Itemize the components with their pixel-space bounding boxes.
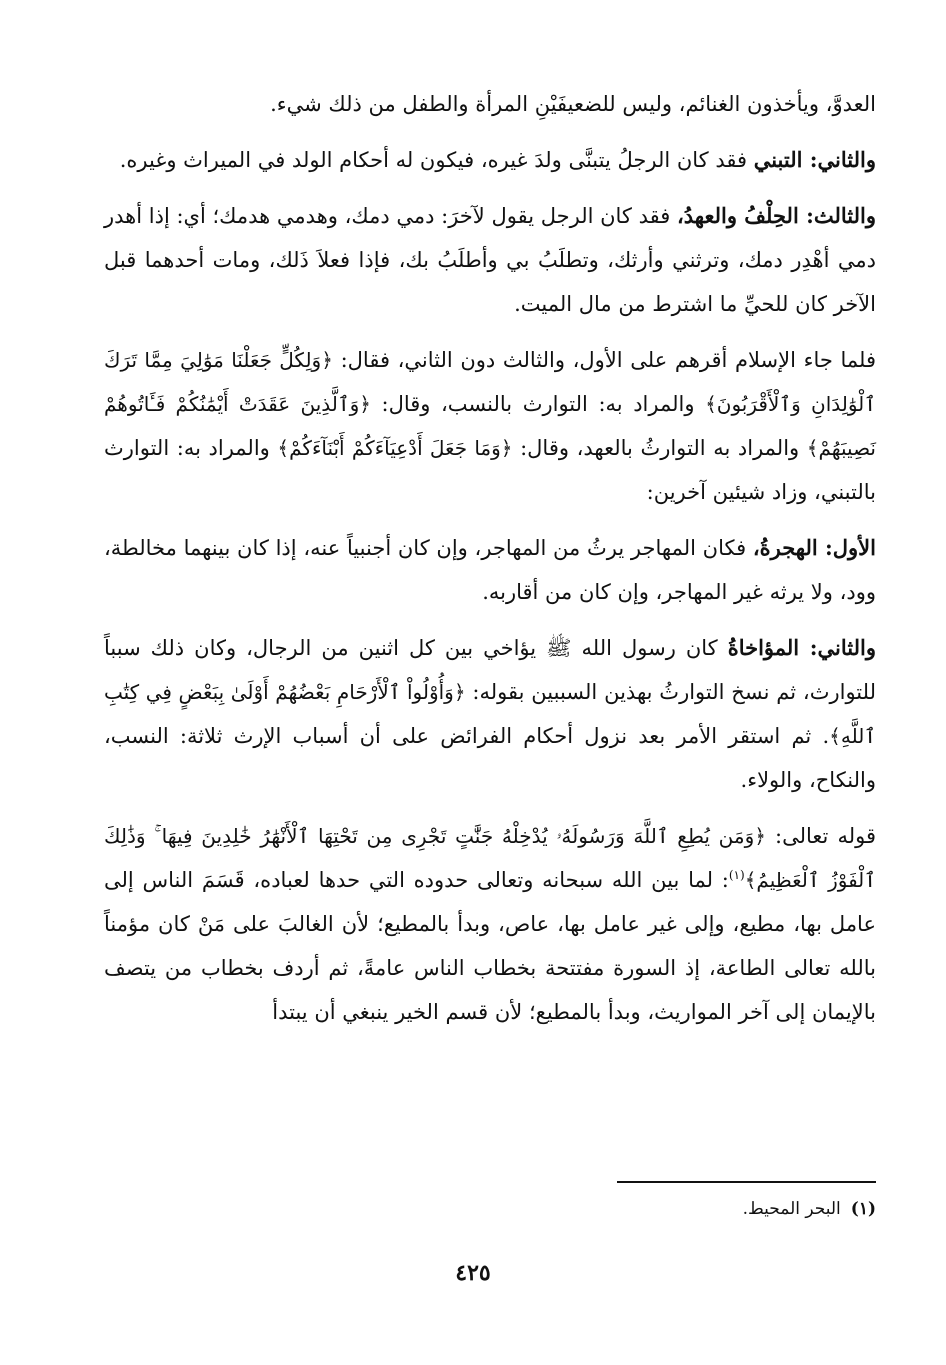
- body-text: : لما بين الله سبحانه وتعالى حدوده التي حدها لعباده، قَسَمَ الناس إلى عامل بها، مطيع، وإلى غير عامل بها، عاص، وبدأ بالمطيع؛ لأن الغالبَ على مَنْ كان مؤمناً بالله تعالى الطاعة، إذ السورة مفتتحة بخطاب الناس عامةً، ثم أردف بخطاب من يتصف بالإيمان إلى آخر المواريث، وبدأ بالمطيع؛ لأن قسم الخير ينبغي أن يبتدأ: [104, 868, 876, 1024]
- body-text: . ثم استقر الأمر بعد نزول أحكام الفرائض على أن أسباب الإرث ثلاثة: النسب، والنكاح، والولاء.: [104, 724, 876, 792]
- quran-verse: ﴿وَأُوْلُواْ ٱلْأَرْحَامِ بَعْضُهُمْ أَوْلَىٰ بِبَعْضٍ فِي كِتَٰبِ ٱللَّهِ﴾: [104, 680, 876, 748]
- paragraph: [104, 814, 876, 1034]
- body-text: والمراد به: التوارث بالنسب، وقال:: [370, 392, 706, 416]
- footnote-mark: (١): [850, 1199, 876, 1219]
- quran-verse: ﴿وَٱلَّذِينَ عَقَدَتْ أَيْمَٰنُكُمْ فَـَٔاتُوهُمْ نَصِيبَهُمْ﴾: [104, 392, 876, 460]
- paragraph-heading: الأول: الهجرةُ،: [752, 535, 876, 560]
- footnote: [743, 1196, 876, 1222]
- paragraph: [104, 526, 876, 614]
- footnote-divider: [617, 1181, 876, 1183]
- body-text: فكان المهاجر يرثُ من المهاجر، وإن كان أجنبياً عنه، إذا كان بينهما مخالطة، وود، ولا يرثه غير المهاجر، وإن كان من أقاربه.: [104, 536, 876, 604]
- body-text: كان رسول الله ﷺ يؤاخي بين كل اثنين من الرجال، وكان ذلك سبباً للتوارث، ثم نسخ التوارثُ بهذين السببين بقوله:: [104, 636, 876, 704]
- paragraph-heading: والثاني: المؤاخاةُ: [727, 635, 876, 660]
- footnote-text: البحر المحيط.: [742, 1199, 841, 1219]
- body-text: قوله تعالى:: [765, 824, 876, 848]
- body-text: فلما جاء الإسلام أقرهم على الأول، والثالث دون الثاني، فقال:: [332, 348, 876, 372]
- quran-verse: ﴿وَمَا جَعَلَ أَدْعِيَآءَكُمْ أَبْنَآءَكُمْ﴾: [277, 436, 513, 460]
- paragraph-heading: والثاني: التبني: [753, 147, 876, 172]
- body-text: العدوَّ، ويأخذون الغنائم، وليس للضعيفَيْنِ المرأة والطفل من ذلك شيء.: [270, 92, 876, 116]
- quran-verse: ﴿وَمَن يُطِعِ ٱللَّهَ وَرَسُولَهُۥ يُدْخِلْهُ جَنَّٰتٍ تَجْرِى مِن تَحْتِهَا ٱلْأَنْهَٰرُ خَٰلِدِينَ فِيهَا ۚ وَذَٰلِكَ ٱلْفَوْزُ ٱلْعَظِيمُ﴾: [104, 824, 876, 892]
- paragraph: [104, 138, 876, 182]
- paragraph: [104, 82, 876, 126]
- body-text: فقد كان الرجل يقول لآخرَ: دمي دمك، وهدمي هدمك؛ أي: إذا أهدر دمي أهْدِر دمك، وترثني وأرثك، وتطلَبُ بي وأطلَبُ بك، فإذا فعلاَ ذَلك، ومات أحدهما قبل الآخر كان للحيِّ ما اشترط من مال الميت.: [104, 204, 876, 316]
- paragraph: [104, 626, 876, 802]
- paragraph: [104, 338, 876, 514]
- main-text: [104, 82, 876, 1046]
- body-text: والمراد به: التوارث بالتبني، وزاد شيئين آخرين:: [104, 436, 876, 504]
- paragraph: [104, 194, 876, 326]
- body-text: والمراد به التوارثُ بالعهد، وقال:: [512, 436, 807, 460]
- paragraph-heading: والثالث: الحِلْفُ والعهدُ،: [677, 203, 876, 228]
- body-text: فقد كان الرجلُ يتبنَّى ولدَ غيره، فيكون له أحكام الولد في الميراث وغيره.: [119, 148, 754, 172]
- page-number: ٤٢٥: [455, 1260, 491, 1286]
- quran-verse: ﴿وَلِكُلٍّ جَعَلْنَا مَوَٰلِيَ مِمَّا تَرَكَ ٱلْوَٰلِدَانِ وَٱلْأَقْرَبُونَ﴾: [104, 348, 876, 416]
- footnote-reference: (١): [728, 868, 745, 882]
